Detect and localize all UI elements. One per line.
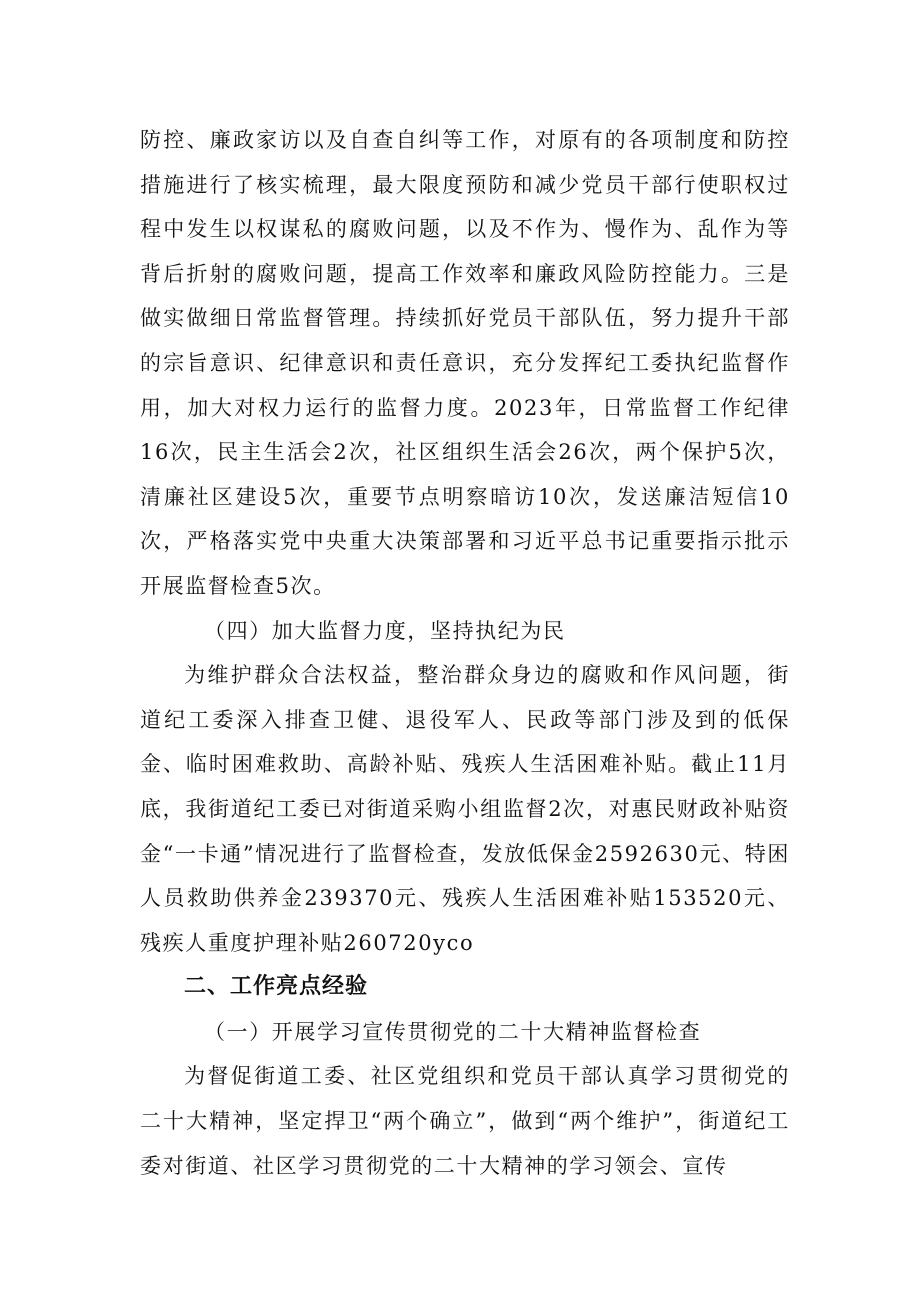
body-paragraph: 防控、廉政家访以及自查自纠等工作，对原有的各项制度和防控措施进行了核实梳理，最大限度预防和减少党员干部行使职权过程中发生以权谋私的腐败问题，以及不作为、慢作为、乱作为等背后折射的腐败问题，提高工作效率和廉政风险防控能力。三是做实做细日常监督管理。持续抓好党员干部队伍，努力提升干部的宗旨意识、纪律意识和责任意识，充分发挥纪工委执纪监督作用，加大对权力运行的监督力度。2023年，日常监督工作纪律16次，民主生活会2次，社区组织生活会26次，两个保护5次，清廉社区建设5次，重要节点明察暗访10次，发送廉洁短信10次，严格落实党中央重大决策部署和习近平总书记重要指示批示开展监督检查5次。 [140,128,790,598]
body-paragraph: 为维护群众合法权益，整治群众身边的腐败和作风问题，街道纪工委深入排查卫健、退役军人、民政等部门涉及到的低保金、临时困难救助、高龄补贴、残疾人生活困难补贴。截止11月底，我街道纪工委已对街道采购小组监督2次，对惠民财政补贴资金“一卡通”情况进行了监督检查，发放低保金2592630元、特困人员救助供养金239370元、残疾人生活困难补贴153520元、残疾人重度护理补贴260720yco [140,663,790,955]
section-subheading: （一）开展学习宣传贯彻党的二十大精神监督检查 [204,1019,702,1044]
body-paragraph: 为督促街道工委、社区党组织和党员干部认真学习贯彻党的二十大精神，坚定捍卫“两个确立”，做到“两个维护”，街道纪工委对街道、社区学习贯彻党的二十大精神的学习领会、宣传 [140,1064,790,1178]
section-subheading: （四）加大监督力度，坚持执纪为民 [204,618,566,643]
section-heading: 二、工作亮点经验 [184,974,369,1000]
document-page [140,118,790,1188]
